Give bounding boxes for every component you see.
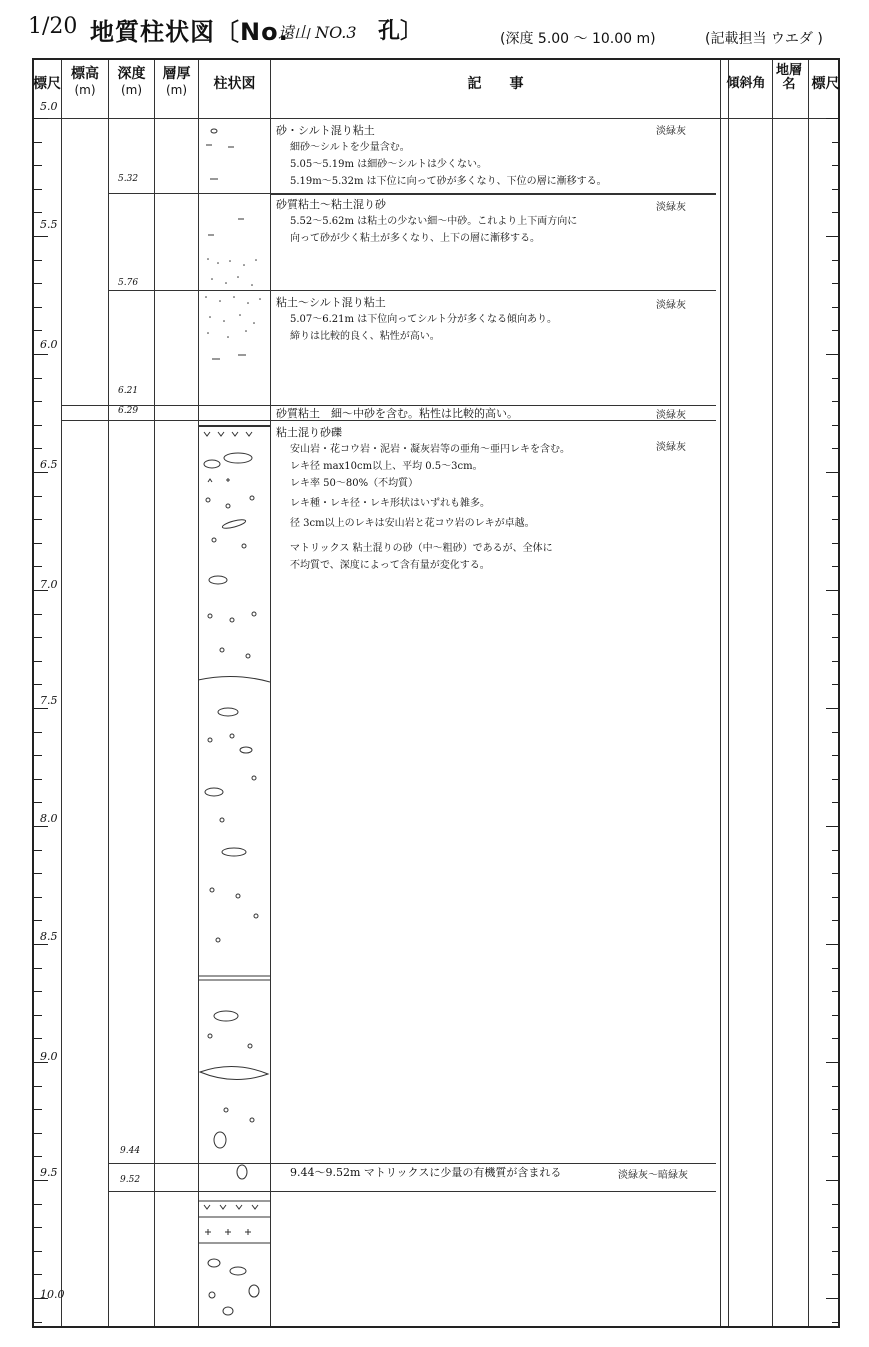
layer-3-color: 淡緑灰: [656, 300, 686, 311]
scale-tick: [832, 732, 840, 733]
scale-tick: [832, 519, 840, 520]
col-divider: [808, 60, 809, 1326]
scale-tick: [832, 802, 840, 803]
layer-4-color: 淡緑灰: [656, 410, 686, 421]
column-fine-pattern: [198, 119, 270, 419]
scale-label: 8.0: [40, 812, 58, 825]
scale-tick: [34, 755, 42, 756]
col-scale: 標尺: [33, 76, 61, 92]
scale-tick: [34, 850, 42, 851]
layer-1-description: 砂・シルト混り粘土 細砂～シルトを少量含む。 5.05～5.19m は細砂～シルトは少くない。 5.19m～5.32m は下位に向って砂が多くなり、下位の層に漸移する。: [276, 124, 607, 187]
scale-tick: [34, 614, 42, 615]
scale-tick: [34, 1156, 42, 1157]
scale-tick: [34, 165, 42, 166]
scale-tick: [34, 1227, 42, 1228]
scale-tick: [832, 873, 840, 874]
page-title: 地質柱状図〔No.: [90, 18, 289, 46]
scale-tick: [34, 189, 42, 190]
col-divider: [61, 60, 62, 1326]
scale-tick: [832, 637, 840, 638]
scale-tick: [826, 826, 840, 827]
scale-tick: [832, 1109, 840, 1110]
scale-tick: [832, 1156, 840, 1157]
layer-5-description: 粘土混り砂礫 安山岩・花コウ岩・泥岩・凝灰岩等の亜角～亜円レキを含む。 レキ径 max10cm以上、平均 0.5～3cm。 レキ率 50～80%（不均質） レキ種・レキ径・レキ形状はいずれも雑多。 径 3cm以上のレキは安山岩と花コウ岩のレキが卓越。 マトリックス 粘土混りの砂（中～粗砂）であるが、全体に 不均質で、深度によって含有量が変化する。: [276, 426, 570, 571]
depth-range: (深度 5.00 ～ 10.00 m): [500, 31, 656, 47]
header-rule: [34, 118, 838, 119]
scale-tick: [34, 519, 42, 520]
scale-label: 7.0: [40, 578, 58, 591]
scale-tick: [832, 260, 840, 261]
scale-label: 8.5: [40, 930, 58, 943]
layer-1-color: 淡緑灰: [656, 126, 686, 137]
scale-label: 9.5: [40, 1166, 58, 1179]
scale-tick: [34, 260, 42, 261]
scale-tick: [34, 1251, 42, 1252]
col-description: 記 事: [467, 76, 524, 92]
scale-tick: [832, 779, 840, 780]
col-column: 柱状図: [213, 76, 256, 92]
layer-6-description: 9.44～9.52m マトリックスに少量の有機質が含まれる: [290, 1166, 562, 1179]
scale-tick: [826, 944, 840, 945]
scale-tick: [34, 330, 42, 331]
scale-label: 5.0: [40, 100, 58, 113]
col-depth: 深度 (m): [117, 66, 146, 97]
scale-tick: [34, 566, 42, 567]
scale-tick: [832, 142, 840, 143]
scale-tick: [832, 448, 840, 449]
scale-tick: [34, 212, 42, 213]
scale-tick: [832, 283, 840, 284]
scale-tick: [832, 614, 840, 615]
scale-tick: [832, 1251, 840, 1252]
scale-tick: [34, 1086, 42, 1087]
scale-tick: [34, 283, 42, 284]
col-divider: [728, 60, 729, 1326]
col-elevation: 標高 (m): [71, 66, 99, 97]
scale-tick: [34, 448, 42, 449]
scale-tick: [34, 637, 42, 638]
scale-tick: [832, 1086, 840, 1087]
scale-tick: [34, 236, 48, 237]
site-name: 遠山 NO.3: [278, 23, 357, 42]
scale-tick: [832, 212, 840, 213]
scale-tick: [826, 354, 840, 355]
scale-tick: [832, 496, 840, 497]
depth-mark: 9.44: [120, 1146, 141, 1156]
scale-tick: [832, 897, 840, 898]
description-rule: [270, 1191, 716, 1192]
col-divider: [108, 60, 109, 1326]
scale-tick: [826, 236, 840, 237]
scale-tick: [34, 944, 48, 945]
col-stratum: 地層名: [775, 63, 802, 92]
layer-2-color: 淡緑灰: [656, 202, 686, 213]
scale-tick: [34, 118, 48, 119]
scale-tick: [832, 755, 840, 756]
scale-tick: [34, 425, 42, 426]
scale-tick: [832, 1274, 840, 1275]
scale-tick: [34, 826, 48, 827]
scale-tick: [832, 566, 840, 567]
header: [0, 6, 869, 50]
scale-label: 7.5: [40, 694, 58, 707]
scale-tick: [34, 1109, 42, 1110]
scale-tick: [34, 543, 42, 544]
scale-tick: [832, 189, 840, 190]
scale-tick: [832, 850, 840, 851]
col-divider: [720, 60, 721, 1326]
scale-tick: [826, 1180, 840, 1181]
scale-tick: [832, 543, 840, 544]
scale-tick: [832, 425, 840, 426]
scale-tick: [34, 991, 42, 992]
scale-tick: [34, 968, 42, 969]
scale-tick: [34, 401, 42, 402]
depth-mark: 9.52: [120, 1175, 141, 1185]
scale-tick: [34, 873, 42, 874]
scale-tick: [826, 1062, 840, 1063]
scale-tick: [826, 708, 840, 709]
scale-tick: [34, 1133, 42, 1134]
scale-tick: [832, 307, 840, 308]
scale-label: 6.0: [40, 338, 58, 351]
scale-tick: [832, 684, 840, 685]
log-sheet: [32, 58, 840, 1328]
scale-label: 5.5: [40, 218, 58, 231]
scale-tick: [34, 802, 42, 803]
scale-tick: [826, 472, 840, 473]
scale-tick: [832, 920, 840, 921]
depth-mark: 6.29: [118, 406, 139, 416]
scale-tick: [832, 1204, 840, 1205]
col-divider: [154, 60, 155, 1326]
description-rule: [270, 290, 716, 291]
scale-tick: [832, 661, 840, 662]
depth-mark: 6.21: [118, 386, 139, 396]
scale-tick: [34, 590, 48, 591]
scale-tick: [34, 1204, 42, 1205]
scale-tick: [34, 920, 42, 921]
scale-tick: [34, 661, 42, 662]
scale-tick: [832, 991, 840, 992]
depth-mark: 5.32: [118, 174, 139, 184]
scale-tick: [34, 1298, 48, 1299]
scale-ratio: 1/20: [28, 14, 78, 39]
scale-tick: [832, 1227, 840, 1228]
depth-mark: 5.76: [118, 278, 139, 288]
layer-6-color: 淡緑灰～暗緑灰: [618, 1170, 688, 1181]
scale-tick: [832, 1133, 840, 1134]
scale-tick: [832, 1038, 840, 1039]
layer-5-color: 淡緑灰: [656, 442, 686, 453]
col-thickness: 層厚 (m): [162, 66, 191, 97]
col-divider: [270, 60, 271, 1326]
scale-tick: [34, 897, 42, 898]
scale-tick: [34, 378, 42, 379]
scale-tick: [826, 1298, 840, 1299]
description-rule: [270, 420, 716, 421]
scale-tick: [34, 142, 42, 143]
scale-tick: [34, 708, 48, 709]
col-dip: 傾斜角: [726, 76, 766, 91]
description-rule: [270, 194, 716, 195]
scale-tick: [832, 401, 840, 402]
scale-tick: [34, 472, 48, 473]
scale-tick: [34, 496, 42, 497]
scale-label: 6.5: [40, 458, 58, 471]
col-divider: [772, 60, 773, 1326]
scale-tick: [34, 1274, 42, 1275]
scale-tick: [34, 1015, 42, 1016]
recorder: (記載担当 ウエダ ): [705, 31, 823, 47]
column-gravel-pattern: [198, 420, 270, 1188]
scale-tick: [832, 968, 840, 969]
scale-tick: [34, 684, 42, 685]
scale-tick: [826, 590, 840, 591]
scale-tick: [826, 118, 840, 119]
scale-tick: [832, 1322, 840, 1323]
layer-4-description: 砂質粘土 細～中砂を含む。粘性は比較的高い。: [276, 407, 518, 420]
hole-suffix: 孔〕: [378, 19, 423, 44]
scale-label: 10.0: [40, 1288, 65, 1301]
column-gravel-pattern: [198, 1191, 270, 1328]
scale-tick: [34, 1062, 48, 1063]
scale-tick: [34, 1322, 42, 1323]
scale-tick: [34, 732, 42, 733]
scale-tick: [832, 1015, 840, 1016]
scale-tick: [34, 354, 48, 355]
scale-tick: [832, 330, 840, 331]
scale-label: 9.0: [40, 1050, 58, 1063]
layer-2-description: 砂質粘土～粘土混り砂 5.52～5.62m は粘土の少ない細～中砂。これより上下両方向に 向って砂が少く粘土が多くなり、上下の層に漸移する。: [276, 198, 578, 244]
scale-tick: [34, 779, 42, 780]
scale-tick: [34, 307, 42, 308]
scale-tick: [34, 1038, 42, 1039]
scale-tick: [832, 165, 840, 166]
layer-3-description: 粘土～シルト混り粘土 5.07～6.21m は下位向ってシルト分が多くなる傾向あり。 締りは比較的良く、粘性が高い。: [276, 296, 557, 342]
scale-tick: [34, 1180, 48, 1181]
scale-tick: [832, 378, 840, 379]
col-scale-right: 標尺: [811, 76, 840, 92]
